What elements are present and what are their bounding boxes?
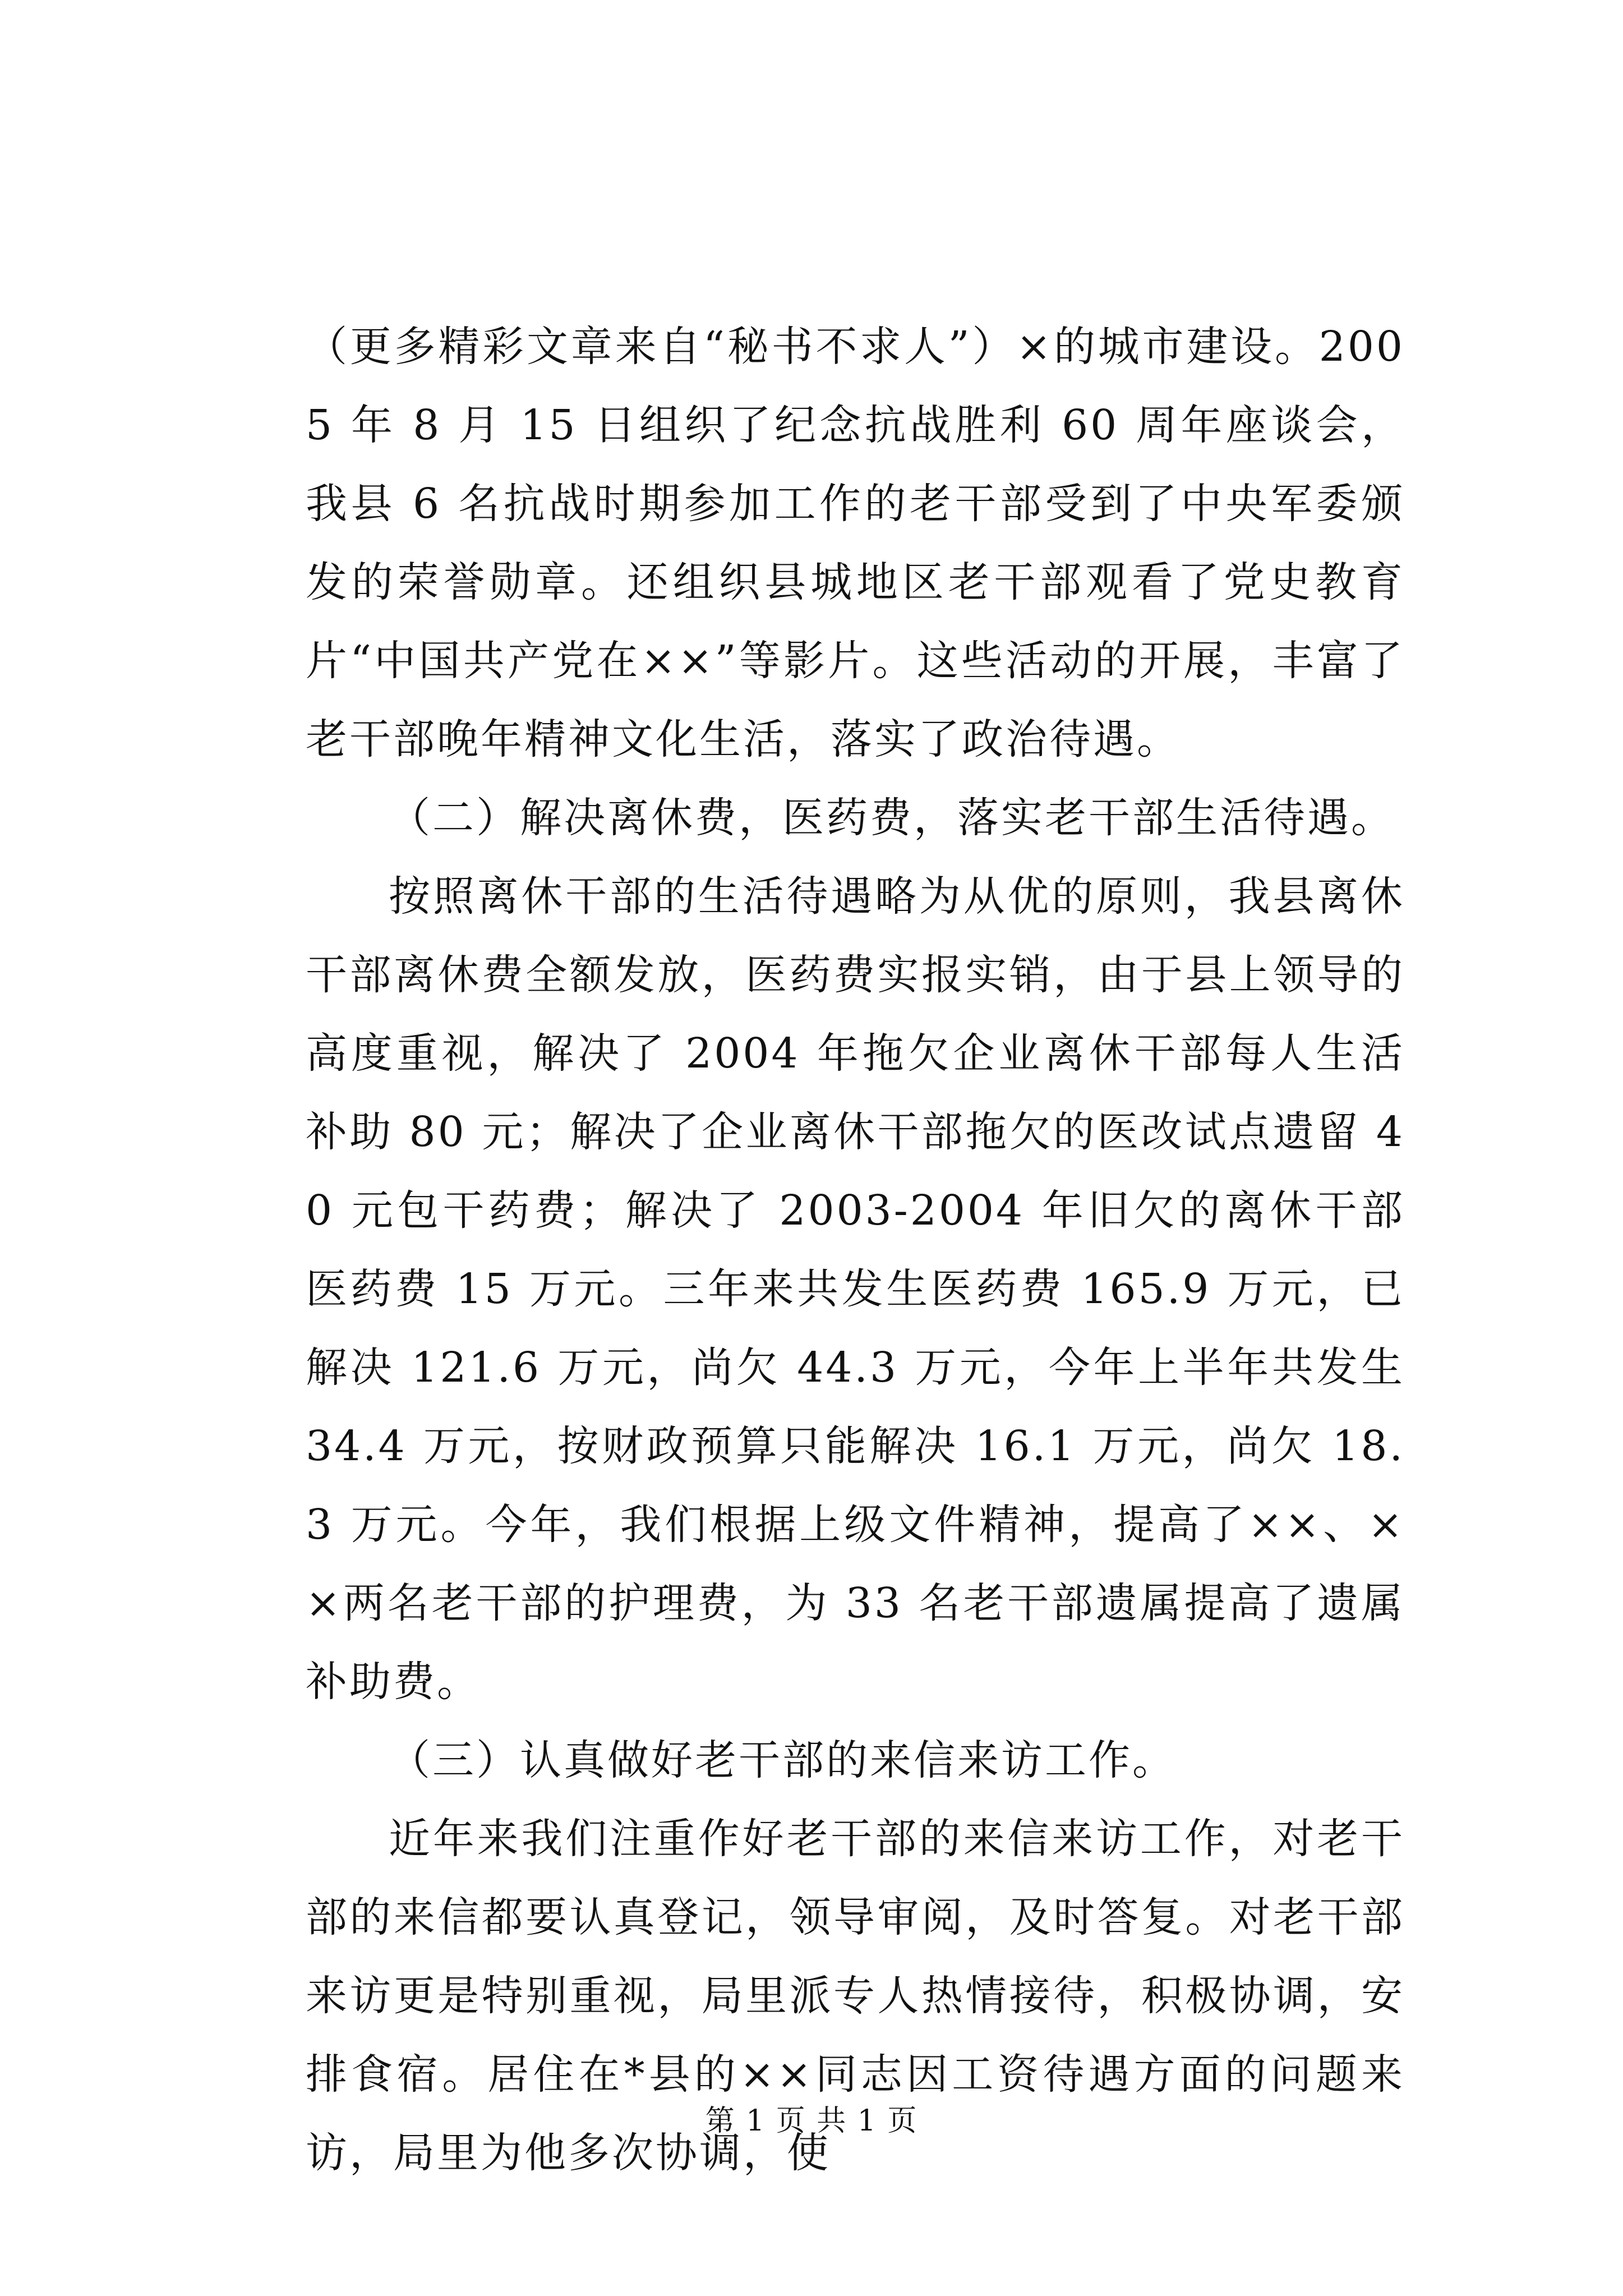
page-number-footer: 第 1 页 共 1 页 (705, 2104, 918, 2138)
section-heading-3: （三）认真做好老干部的来信来访工作。 (389, 1736, 1176, 1784)
paragraph-living-benefits: 按照离休干部的生活待遇略为从优的原则，我县离休干部离休费全额发放，医药费实报实销，由于县上领导的高度重视，解决了 2004 年拖欠企业离休干部每人生活补助 80 元；解决了企业离休干部拖欠的医改试点遗留 40 元包干药费；解决了 2003-2004 年旧欠的离休干部医药费 15 万元。三年来共发生医药费 165.9 万元，已解决 121.6 万元，尚欠 44.3 万元，今年上半年共发生 34.4 万元，按财政预算只能解决 16.1 万元，尚欠 18.3 万元。今年，我们根据上级文件精神，提高了××、××两名老干部的护理费，为 33 名老干部遗属提高了遗属补助费。 (306, 872, 1405, 1706)
paragraph-continuation: （更多精彩文章来自“秘书不求人”）×的城市建设。2005 年 8 月 15 日组织了纪念抗战胜利 60 周年座谈会，我县 6 名抗战时期参加工作的老干部受到了中央军委颁发的荣誉勋章。还组织县城地区老干部观看了党史教育片“中国共产党在××”等影片。这些活动的开展，丰富了老干部晚年精神文化生活，落实了政治待遇。 (306, 323, 1405, 763)
document-body (306, 307, 1405, 2192)
paragraph-letters-visits: 近年来我们注重作好老干部的来信来访工作，对老干部的来信都要认真登记，领导审阅，及时答复。对老干部来访更是特别重视，局里派专人热情接待，积极协调，安排食宿。居住在*县的××同志因工资待遇方面的问题来访，局里为他多次协调，使 (306, 1815, 1405, 2177)
section-heading-2: （二）解决离休费，医药费，落实老干部生活待遇。 (389, 794, 1395, 842)
